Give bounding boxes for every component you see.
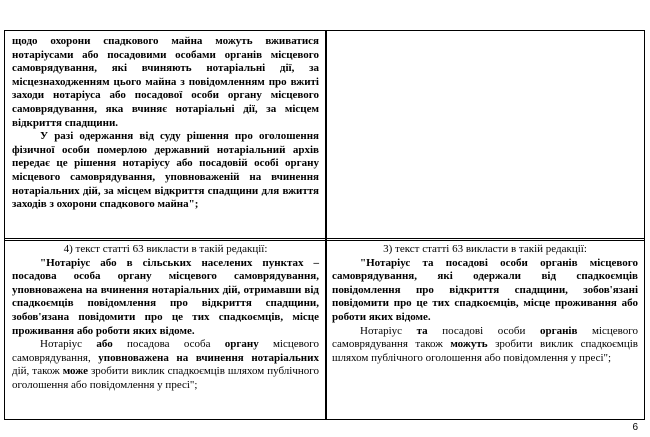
cell-right-bottom bbox=[332, 243, 638, 365]
page-number: 6 bbox=[632, 422, 638, 433]
text: Нотаріус bbox=[360, 324, 417, 337]
text-bold: щодо охорони спадкового майна можуть вживатися нотаріусами або посадовими особами органів місцевого самоврядування, які вчиняють нотаріальні дії, за місцезнаходженням цього майна з повідомленням про вжиті заходи нотаріуса або посадової особи органу місцевого самоврядування, яка вчиняє нотаріальні дії, за місцем відкриття спадщини. bbox=[12, 35, 319, 129]
text-bold: уповноважена на вчинення нотаріальних bbox=[98, 351, 319, 364]
text: місцевого самоврядування, bbox=[12, 338, 319, 364]
text-bold: "Нотаріус та посадові особи органів місцевого самоврядування, які одержали від спадкоємців повідомлення про відкриття спадщини, зобов'язані повідомити про це тих спадкоємців, місце проживання або роботи яких відоме. bbox=[332, 256, 638, 323]
text: дій, також bbox=[12, 365, 63, 378]
text-bold: або bbox=[96, 338, 113, 351]
text: посадова особа bbox=[112, 338, 225, 351]
paragraph bbox=[12, 257, 319, 339]
text: зробити виклик спадкоємців шляхом публічного оголошення або повідомлення у пресі"; bbox=[332, 338, 638, 364]
paragraph bbox=[12, 35, 319, 130]
text: зробити виклик спадкоємців шляхом публічного оголошення або повідомлення у пресі"; bbox=[12, 365, 319, 391]
text-bold: органів bbox=[539, 324, 578, 337]
amendment-heading: 3) текст статті 63 викласти в такій редакції: bbox=[383, 243, 587, 255]
cell-left-bottom bbox=[12, 243, 319, 393]
paragraph bbox=[12, 338, 319, 392]
text-bold: органу bbox=[224, 338, 259, 351]
amendment-heading: 4) текст статті 63 викласти в такій редакції: bbox=[63, 243, 268, 255]
text: Нотаріус bbox=[40, 338, 97, 351]
paragraph bbox=[332, 257, 638, 325]
text-bold: та bbox=[416, 324, 428, 337]
comparison-table bbox=[4, 30, 645, 420]
paragraph bbox=[332, 325, 638, 366]
text-bold: можуть bbox=[450, 338, 488, 351]
text-bold: У разі одержання від суду рішення про оголошення фізичної особи померлою державний нотаріальний архів передає це рішення нотаріусу або посадовій особі органу місцевого самоврядування, уповноваженій на вчинення нотаріальних дій, за місцем відкриття спадщини для вжиття заходів з охорони спадкового майна"; bbox=[12, 130, 319, 211]
cell-left-top bbox=[12, 35, 319, 212]
text: місцевого самоврядування також bbox=[332, 324, 639, 351]
row-divider bbox=[5, 238, 644, 241]
column-divider bbox=[325, 31, 327, 419]
text-bold: "Нотаріус або в сільських населених пунктах – посадова особа органу місцевого самоврядування, уповноважена на вчинення нотаріальних дій, отримавши від спадкоємців повідомлення про відкриття спадщини, зобов'язана повідомити про це тих спадкоємців, місце проживання або роботи яких відоме. bbox=[12, 256, 319, 337]
text-bold: може bbox=[62, 365, 88, 378]
paragraph bbox=[12, 130, 319, 212]
text: посадові особи bbox=[427, 324, 540, 337]
